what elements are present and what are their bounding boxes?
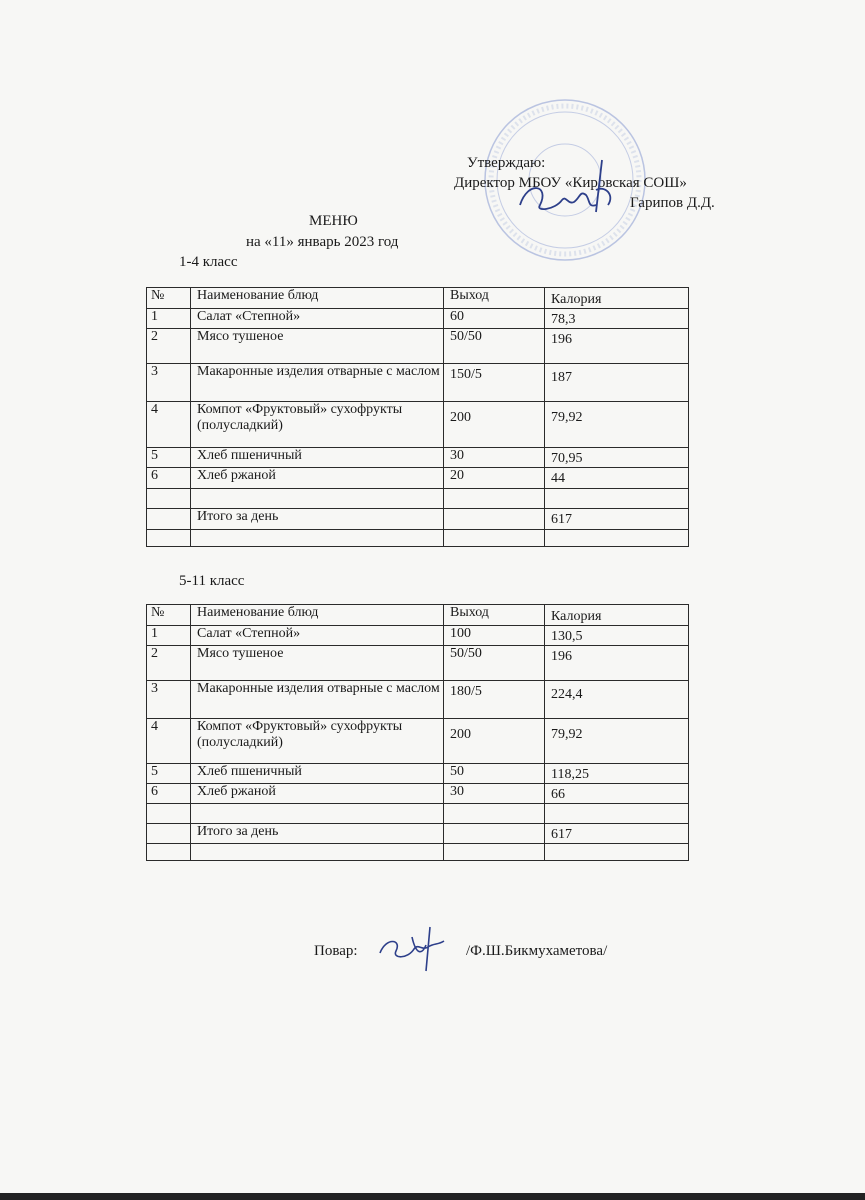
table-row (147, 489, 689, 509)
table-cell: 187 (545, 364, 689, 402)
table-cell: Хлеб ржаной (191, 468, 444, 489)
table-cell: 100 (444, 626, 545, 646)
table-cell: 3 (147, 364, 191, 402)
table-cell: 30 (444, 448, 545, 468)
table-cell (444, 824, 545, 844)
menu-table-grades-5-11 (146, 604, 689, 861)
table-row (147, 719, 689, 764)
total-row (147, 824, 689, 844)
approval-line-2: Директор МБОУ «Кировская СОШ» (454, 175, 687, 191)
header-cell: Калория (545, 288, 689, 309)
table-row (147, 329, 689, 364)
approval-line-1: Утверждаю: (467, 155, 546, 171)
table-header-row (147, 605, 689, 626)
table-cell: 196 (545, 646, 689, 681)
header-cell: № (147, 288, 191, 309)
menu-title: МЕНЮ (309, 213, 358, 229)
table-cell (545, 804, 689, 824)
table-row (147, 364, 689, 402)
table-cell: 6 (147, 468, 191, 489)
table-cell (444, 804, 545, 824)
table-cell: Салат «Степной» (191, 626, 444, 646)
total-value: 617 (545, 509, 689, 530)
approval-line-3: Гарипов Д.Д. (630, 195, 715, 211)
table-row (147, 764, 689, 784)
total-value: 617 (545, 824, 689, 844)
table-row (147, 448, 689, 468)
table-cell (545, 489, 689, 509)
table-cell: 1 (147, 309, 191, 329)
table-cell: 150/5 (444, 364, 545, 402)
header-cell: Выход (444, 288, 545, 309)
table-cell (444, 509, 545, 530)
table-cell: 1 (147, 626, 191, 646)
table-cell: 20 (444, 468, 545, 489)
table-cell: 50/50 (444, 646, 545, 681)
header-cell: Калория (545, 605, 689, 626)
table-row (147, 626, 689, 646)
table-row (147, 646, 689, 681)
table-cell: 66 (545, 784, 689, 804)
table-cell (147, 530, 191, 547)
table-cell: Компот «Фруктовый» сухофрукты (полусладкий) (191, 719, 444, 764)
table-cell (147, 509, 191, 530)
header-cell: Выход (444, 605, 545, 626)
table-cell (444, 489, 545, 509)
table-row (147, 468, 689, 489)
table-row (147, 804, 689, 824)
header-cell: Наименование блюд (191, 605, 444, 626)
header-cell: Наименование блюд (191, 288, 444, 309)
table-row (147, 844, 689, 861)
table-row (147, 681, 689, 719)
table-cell (545, 530, 689, 547)
section-label-grades-1-4: 1-4 класс (179, 254, 238, 270)
header-cell: № (147, 605, 191, 626)
table-row (147, 784, 689, 804)
table-row (147, 309, 689, 329)
table-cell: 78,3 (545, 309, 689, 329)
table-cell: Компот «Фруктовый» сухофрукты (полусладкий) (191, 402, 444, 448)
table-cell: 118,25 (545, 764, 689, 784)
table-cell: 50 (444, 764, 545, 784)
table-cell: Макаронные изделия отварные с маслом (191, 681, 444, 719)
table-cell: 2 (147, 646, 191, 681)
table-cell: 30 (444, 784, 545, 804)
table-cell (191, 844, 444, 861)
table-cell: 3 (147, 681, 191, 719)
table-row (147, 530, 689, 547)
table-cell: 5 (147, 448, 191, 468)
table-cell (147, 824, 191, 844)
table-cell: 44 (545, 468, 689, 489)
table-cell: 224,4 (545, 681, 689, 719)
table-cell: 4 (147, 719, 191, 764)
cook-name: /Ф.Ш.Бикмухаметова/ (466, 943, 608, 959)
table-cell: Салат «Степной» (191, 309, 444, 329)
table-cell: 5 (147, 764, 191, 784)
table-cell: 200 (444, 719, 545, 764)
table-cell: 4 (147, 402, 191, 448)
section-label-grades-5-11: 5-11 класс (179, 573, 245, 589)
table-cell: 70,95 (545, 448, 689, 468)
table-cell: Макаронные изделия отварные с маслом (191, 364, 444, 402)
table-cell: 6 (147, 784, 191, 804)
table-cell: 79,92 (545, 402, 689, 448)
total-row (147, 509, 689, 530)
table-cell (191, 530, 444, 547)
table-row (147, 402, 689, 448)
table-cell (444, 844, 545, 861)
director-signature (510, 150, 630, 225)
table-cell: Хлеб пшеничный (191, 764, 444, 784)
table-cell: 130,5 (545, 626, 689, 646)
table-cell (147, 844, 191, 861)
table-cell: 2 (147, 329, 191, 364)
table-cell: Мясо тушеное (191, 646, 444, 681)
table-cell (191, 804, 444, 824)
table-cell (147, 489, 191, 509)
table-cell: 196 (545, 329, 689, 364)
table-cell: Мясо тушеное (191, 329, 444, 364)
total-label: Итого за день (191, 824, 444, 844)
total-label: Итого за день (191, 509, 444, 530)
cook-signature (372, 915, 452, 975)
table-cell (545, 844, 689, 861)
table-cell: 79,92 (545, 719, 689, 764)
menu-table-grades-1-4 (146, 287, 689, 547)
scan-edge (0, 1193, 865, 1200)
table-cell (147, 804, 191, 824)
table-cell: 50/50 (444, 329, 545, 364)
table-cell: Хлеб пшеничный (191, 448, 444, 468)
table-cell: 200 (444, 402, 545, 448)
table-cell (444, 530, 545, 547)
table-header-row (147, 288, 689, 309)
table-cell: 180/5 (444, 681, 545, 719)
menu-date: на «11» январь 2023 год (246, 234, 399, 250)
table-cell: 60 (444, 309, 545, 329)
cook-label: Повар: (314, 943, 358, 959)
table-cell: Хлеб ржаной (191, 784, 444, 804)
table-cell (191, 489, 444, 509)
